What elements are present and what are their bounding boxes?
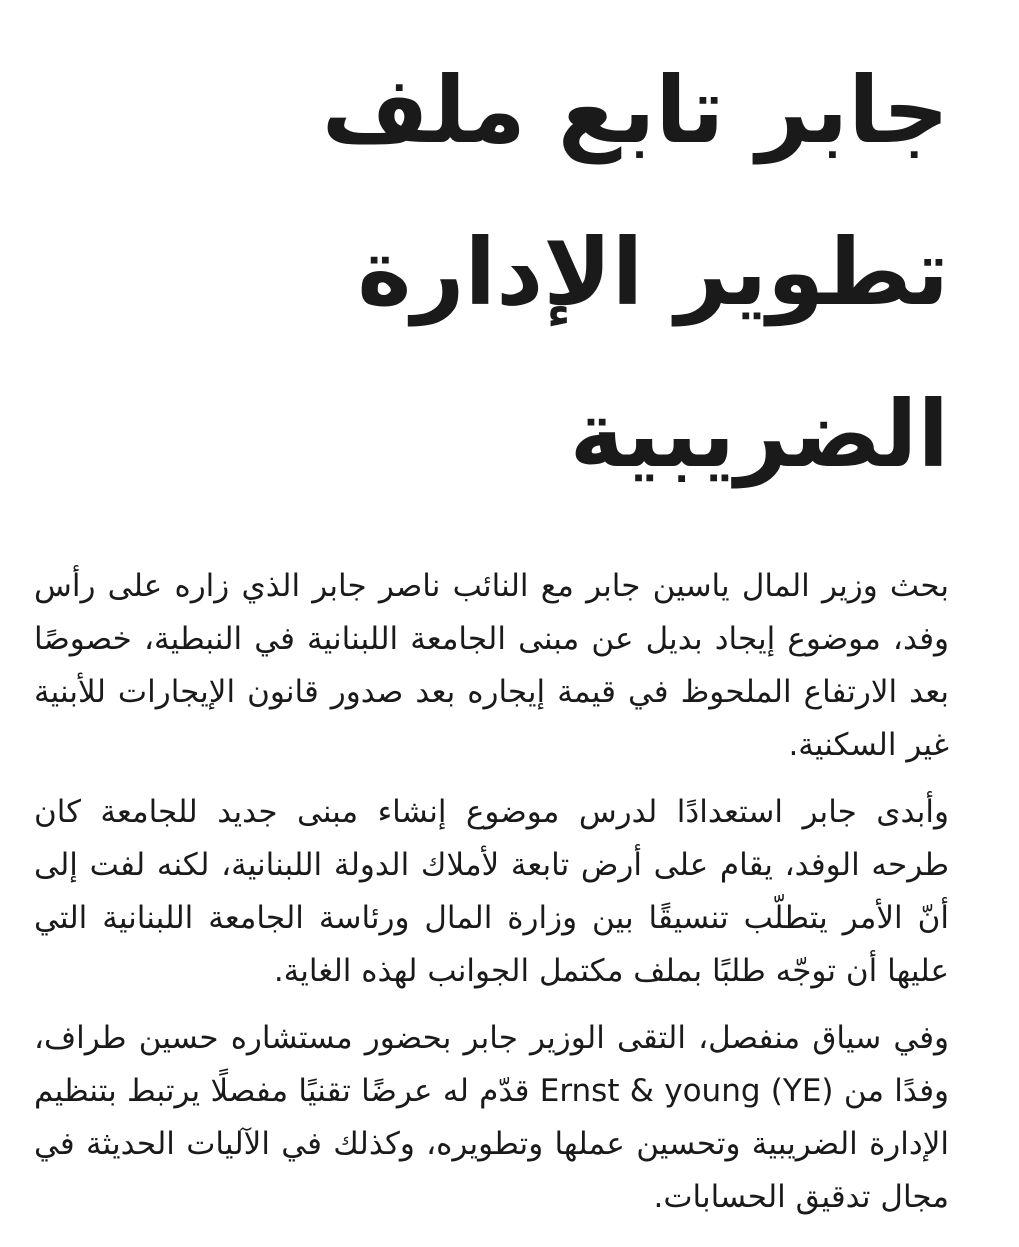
headline bbox=[34, 30, 949, 516]
headline-line-2: تطوير الإدارة bbox=[357, 219, 949, 326]
paragraph-1: بحث وزير المال ياسين جابر مع النائب ناصر جابر الذي زاره على رأس وفد، موضوع إيجاد بديل عن مبنى الجامعة اللبنانية في النبطية، خصوصًا بعد الارتفاع الملحوظ في قيمة إيجاره بعد صدور قانون الإيجارات للأبنية غير السكنية. bbox=[34, 568, 949, 763]
headline-line-3: الضريبية bbox=[569, 381, 949, 488]
article bbox=[34, 30, 949, 1238]
paragraph-2: وأبدى جابر استعدادًا لدرس موضوع إنشاء مبنى جديد للجامعة كان طرحه الوفد، يقام على أرض تابعة لأملاك الدولة اللبنانية، لكنه لفت إلى أنّ الأمر يتطلّب تنسيقًا بين وزارة المال ورئاسة الجامعة اللبنانية التي عليها أن توجّه طلبًا بملف مكتمل الجوانب لهذه الغاية. bbox=[34, 794, 949, 989]
article-body bbox=[34, 560, 949, 1224]
headline-line-1: جابر تابع ملف bbox=[321, 57, 949, 164]
paragraph-3: وفي سياق منفصل، التقى الوزير جابر بحضور مستشاره حسين طراف، وفدًا من Ernst & young (YE) قدّم له عرضًا تقنيًا مفصلًا يرتبط بتنظيم الإدارة الضريبية وتحسين عملها وتطويره، وكذلك في الآليات الحديثة في مجال تدقيق الحسابات. bbox=[34, 1020, 949, 1215]
